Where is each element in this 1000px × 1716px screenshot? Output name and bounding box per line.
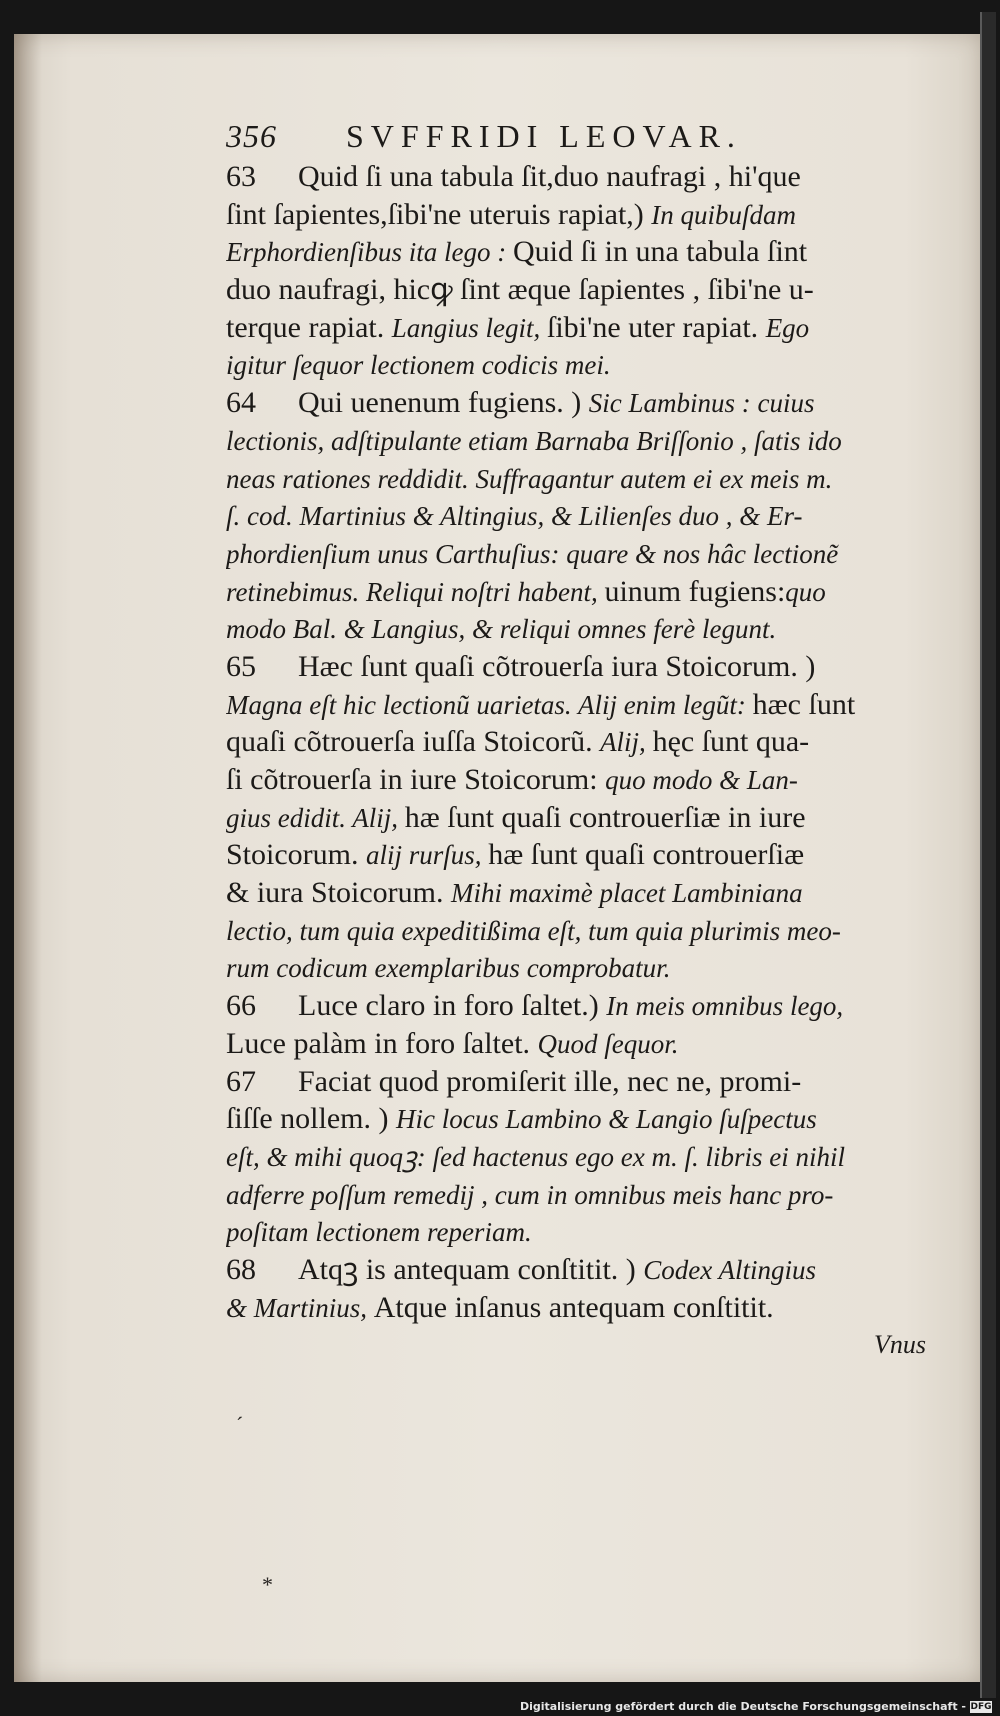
roman-lemma: Luce palàm in foro ſaltet.	[226, 1026, 538, 1060]
text-line	[226, 1176, 936, 1214]
text-line	[226, 836, 936, 874]
text-line	[226, 1025, 936, 1063]
italic-commentary: adferre poſſum remedij , cum in omnibus meis hanc pro-	[226, 1179, 834, 1210]
roman-lemma: Quid ſi una tabula ſit,duo naufragi , hi'que	[298, 160, 801, 193]
roman-lemma: Atque inſanus antequam conſtitit.	[373, 1290, 774, 1324]
text-line	[226, 384, 936, 422]
roman-lemma: & iura Stoicorum.	[226, 876, 451, 910]
italic-commentary: alij rurſus,	[366, 840, 489, 871]
roman-lemma: Luce claro in foro ſaltet.)	[298, 989, 607, 1023]
italic-commentary: gius edidit. Alij,	[226, 802, 405, 833]
text-line	[226, 346, 936, 384]
roman-lemma: ſibi'ne uter rapiat.	[547, 310, 766, 344]
text-line	[226, 196, 936, 234]
italic-commentary: ſ. cod. Martinius & Altingius, & Lilienſes duo , & Er-	[226, 501, 803, 532]
italic-commentary: poſitam lectionem reperiam.	[226, 1217, 532, 1248]
text-line	[226, 610, 936, 648]
italic-commentary: lectionis, adſtipulante etiam Barnaba Briſſonio , ſatis ido	[226, 425, 842, 456]
note-number: 67	[226, 1064, 256, 1098]
roman-lemma: hęc ſunt qua-	[652, 725, 810, 759]
italic-commentary: Ego	[765, 312, 810, 343]
roman-lemma: Quid ſi in una tabula ſint	[512, 235, 808, 269]
footer-text: Digitalisierung gefördert durch die Deutsche Forschungsgemeinschaft -	[519, 1700, 966, 1713]
italic-commentary: Langius legit,	[391, 312, 548, 343]
text-line	[226, 987, 936, 1025]
italic-commentary: Sic Lambinus : cuius	[588, 388, 815, 419]
italic-commentary: Quod ſequor.	[537, 1028, 679, 1059]
roman-lemma: hæ ſunt quaſi controuerſiæ in iure	[404, 800, 806, 834]
roman-lemma: duo naufragi, hicꝙ ſint æque ſapientes , ſibi'ne u-	[226, 273, 814, 307]
italic-commentary: neas rationes reddidit. Suffragantur autem ei ex meis m.	[226, 463, 833, 494]
dfg-logo-icon: DFG	[970, 1702, 992, 1712]
roman-lemma: Qui uenenum fugiens. )	[298, 386, 589, 420]
italic-commentary: igitur ſequor lectionem codicis mei.	[226, 350, 611, 381]
roman-lemma: Atqꝫ is antequam conſtitit. )	[298, 1252, 644, 1286]
text-line	[226, 233, 936, 271]
digitization-footer	[0, 1698, 1000, 1716]
italic-commentary: Hic locus Lambino & Langio ſuſpectus	[395, 1104, 817, 1135]
text-line	[226, 1138, 936, 1176]
roman-lemma: uinum fugiens:	[604, 574, 786, 608]
italic-commentary: phordienſium unus Carthuſius: quare & nos hâc lectionẽ	[226, 538, 839, 569]
text-line	[226, 422, 936, 460]
roman-lemma: hæ ſunt quaſi controuerſiæ	[488, 838, 805, 872]
italic-commentary: modo Bal. & Langius, & reliqui omnes ferè legunt.	[226, 614, 777, 645]
text-line	[226, 761, 936, 799]
ink-speck: ˊ	[236, 1412, 244, 1437]
italic-commentary: quo modo & Lan-	[605, 765, 798, 795]
text-line	[226, 949, 936, 987]
italic-commentary: Codex Altingius	[643, 1254, 817, 1285]
text-line	[226, 686, 936, 724]
text-line	[226, 271, 936, 309]
italic-commentary: Erphordienſibus ita lego :	[226, 237, 513, 268]
running-head	[226, 114, 936, 158]
note-number: 65	[226, 649, 256, 683]
text-line	[226, 309, 936, 347]
italic-commentary: lectio, tum quia expeditißima eſt, tum quia plurimis meo-	[226, 915, 841, 946]
italic-commentary: Magna eſt hic lectionũ uarietas. Alij enim legũt:	[226, 689, 753, 720]
text-line	[226, 1213, 936, 1251]
roman-lemma: terque rapiat.	[226, 310, 392, 344]
italic-commentary: retinebimus. Reliqui noſtri habent,	[226, 576, 605, 607]
note-number: 63	[226, 160, 256, 193]
roman-lemma: hæc ſunt	[752, 687, 856, 721]
ink-speck: *	[262, 1572, 273, 1597]
text-line	[226, 497, 936, 535]
page-gutter-shadow	[14, 34, 42, 1682]
text-line	[226, 460, 936, 498]
text-line	[226, 874, 936, 912]
text-line	[226, 648, 936, 686]
roman-lemma: ſiſſe nollem. )	[226, 1102, 396, 1136]
running-title: SVFFRIDI LEOVAR.	[346, 118, 742, 154]
text-line	[226, 535, 936, 573]
roman-lemma: Faciat quod promiſerit ille, nec ne, promi-	[298, 1064, 802, 1098]
text-line	[226, 1251, 936, 1289]
body-text	[226, 158, 936, 1326]
italic-commentary: Alij,	[600, 727, 653, 758]
text-line	[226, 912, 936, 950]
page-edge	[980, 12, 996, 1702]
note-number: 64	[226, 386, 256, 420]
italic-commentary: In meis omnibus lego,	[606, 991, 844, 1022]
catchword: Vnus	[874, 1330, 926, 1360]
roman-lemma: Stoicorum.	[226, 838, 366, 872]
page-number: 356	[226, 118, 277, 154]
note-number: 66	[226, 989, 256, 1023]
italic-commentary: & Martinius,	[226, 1292, 374, 1323]
italic-commentary: Mihi maximè placet Lambiniana	[450, 878, 803, 909]
note-number: 68	[226, 1252, 256, 1286]
roman-lemma: Hæc ſunt quaſi cõtrouerſa iura Stoicorum. )	[298, 649, 816, 683]
text-line	[226, 1289, 936, 1327]
text-line	[226, 1063, 936, 1101]
roman-lemma: ſint ſapientes,ſibi'ne uteruis rapiat,)	[226, 197, 652, 231]
roman-lemma: quaſi cõtrouerſa iuſſa Stoicorũ.	[226, 725, 601, 759]
text-line	[226, 158, 936, 196]
page-text-block	[226, 114, 936, 1364]
text-line	[226, 1100, 936, 1138]
text-line	[226, 573, 936, 611]
text-line	[226, 723, 936, 761]
italic-commentary: rum codicum exemplaribus comprobatur.	[226, 953, 671, 984]
italic-commentary: quo	[785, 576, 826, 607]
italic-commentary: eſt, & mihi quoqꝫ: ſed hactenus ego ex m. ſ. libris ei nihil	[226, 1141, 845, 1172]
italic-commentary: In quibuſdam	[651, 199, 797, 230]
roman-lemma: ſi cõtrouerſa in iure Stoicorum:	[226, 763, 606, 796]
text-line	[226, 799, 936, 837]
